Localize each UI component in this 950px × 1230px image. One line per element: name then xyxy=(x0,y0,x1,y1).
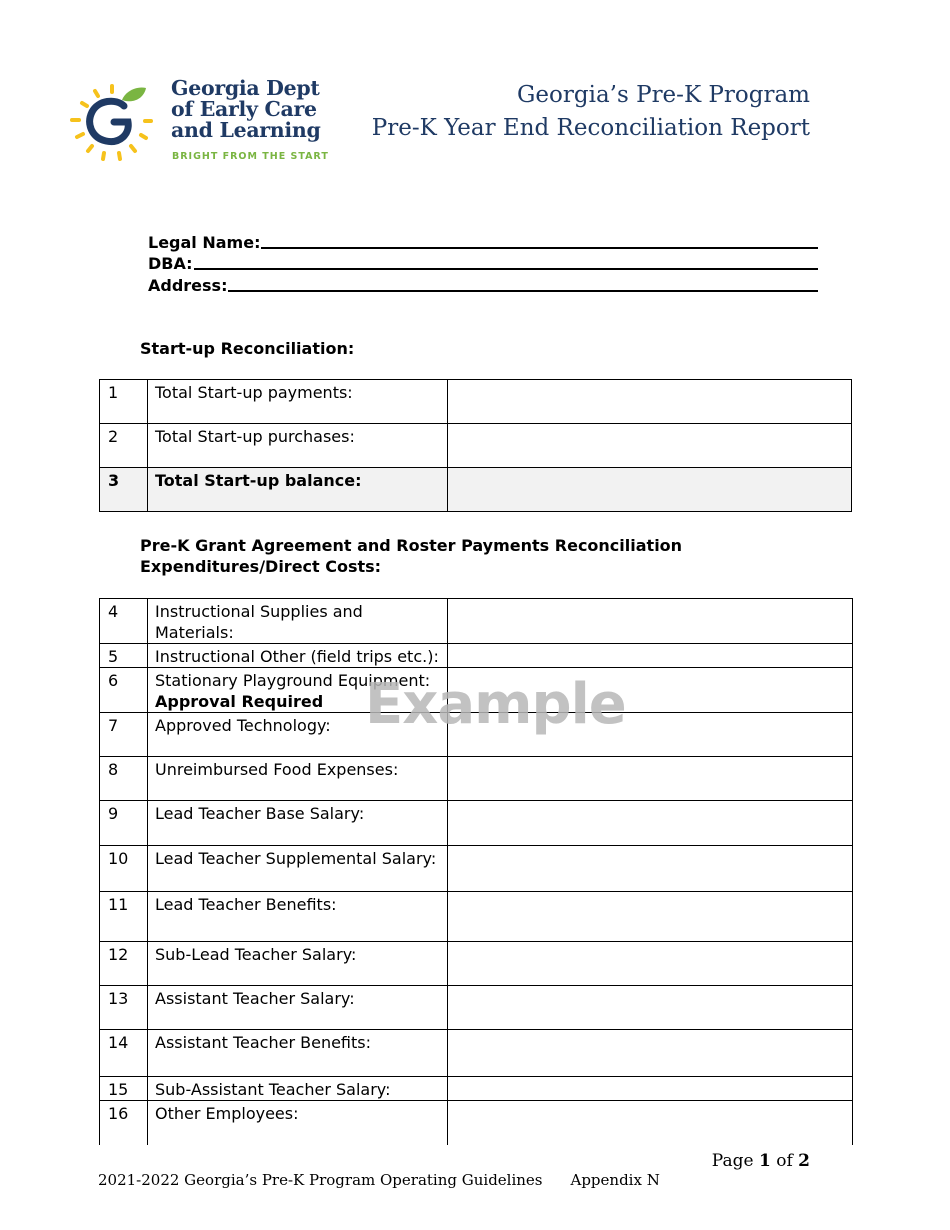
row-value-cell[interactable] xyxy=(448,1077,853,1101)
footer-guidelines: 2021-2022 Georgia’s Pre-K Program Operating Guidelines xyxy=(98,1171,543,1189)
row-number: 9 xyxy=(100,801,148,846)
row-label: Assistant Teacher Salary: xyxy=(148,986,448,1030)
row-label: Other Employees: xyxy=(148,1101,448,1145)
legal-name-label: Legal Name: xyxy=(148,232,261,252)
row-value-cell[interactable] xyxy=(448,644,853,668)
row-value-cell[interactable] xyxy=(448,380,852,424)
row-label: Instructional Supplies and Materials: xyxy=(148,599,448,644)
grant-heading-line-2: Expenditures/Direct Costs: xyxy=(140,557,382,576)
table-row xyxy=(100,1101,853,1145)
row-value-cell[interactable] xyxy=(448,892,853,942)
page-footer xyxy=(98,1171,660,1189)
legal-name-blank[interactable] xyxy=(261,247,818,249)
table-row xyxy=(100,801,853,846)
table-row xyxy=(100,1030,853,1077)
row-label: Lead Teacher Benefits: xyxy=(148,892,448,942)
row-number: 8 xyxy=(100,757,148,801)
gdecal-logo xyxy=(68,78,333,166)
row-label: Sub-Assistant Teacher Salary: xyxy=(148,1077,448,1101)
dba-label: DBA: xyxy=(148,254,193,273)
row-value-cell[interactable] xyxy=(448,986,853,1030)
entity-fields xyxy=(148,230,818,295)
table-row xyxy=(100,644,853,668)
row-number: 13 xyxy=(100,986,148,1030)
row-label: Total Start-up payments: xyxy=(148,380,448,424)
page-number xyxy=(712,1151,810,1171)
row-number: 10 xyxy=(100,846,148,892)
row-label: Instructional Other (field trips etc.): xyxy=(148,644,448,668)
table-row xyxy=(100,846,853,892)
program-title: Georgia’s Pre-K Program xyxy=(517,82,810,108)
row-value-cell[interactable] xyxy=(448,599,853,644)
report-title: Pre-K Year End Reconciliation Report xyxy=(371,115,810,141)
page-of: of xyxy=(776,1151,793,1171)
table-row-total xyxy=(100,468,852,512)
table-row xyxy=(100,986,853,1030)
row-label: Total Start-up purchases: xyxy=(148,424,448,468)
example-watermark: Example xyxy=(365,672,626,737)
table-row xyxy=(100,599,853,644)
table-row xyxy=(100,380,852,424)
row-label: Lead Teacher Base Salary: xyxy=(148,801,448,846)
row-number: 5 xyxy=(100,644,148,668)
table-row xyxy=(100,942,853,986)
row-number: 16 xyxy=(100,1101,148,1145)
row-value-cell[interactable] xyxy=(448,942,853,986)
row-label: Assistant Teacher Benefits: xyxy=(148,1030,448,1077)
address-field[interactable] xyxy=(148,273,818,295)
page-total: 2 xyxy=(798,1151,810,1171)
row-value-cell[interactable] xyxy=(448,468,852,512)
row-label: Lead Teacher Supplemental Salary: xyxy=(148,846,448,892)
row-value-cell[interactable] xyxy=(448,1030,853,1077)
page-prefix: Page xyxy=(711,1151,754,1171)
logo-wordmark xyxy=(171,78,321,141)
row-value-cell[interactable] xyxy=(448,424,852,468)
grant-heading xyxy=(140,535,682,577)
row-value-cell[interactable] xyxy=(448,1101,853,1145)
sun-g-icon xyxy=(68,78,158,166)
row-value-cell[interactable] xyxy=(448,846,853,892)
logo-tagline: BRIGHT FROM THE START xyxy=(172,151,329,162)
row-number: 3 xyxy=(100,468,148,512)
address-blank[interactable] xyxy=(228,290,818,292)
row-number: 4 xyxy=(100,599,148,644)
row-number: 1 xyxy=(100,380,148,424)
row-value-cell[interactable] xyxy=(448,801,853,846)
row-label: Sub-Lead Teacher Salary: xyxy=(148,942,448,986)
startup-table xyxy=(99,379,852,512)
row-number: 2 xyxy=(100,424,148,468)
row-value-cell[interactable] xyxy=(448,757,853,801)
legal-name-field[interactable] xyxy=(148,230,818,252)
dba-blank[interactable] xyxy=(194,268,818,270)
row-number: 15 xyxy=(100,1077,148,1101)
logo-line-2: of Early Care xyxy=(171,97,317,121)
row-number: 14 xyxy=(100,1030,148,1077)
footer-appendix: Appendix N xyxy=(570,1171,660,1189)
logo-line-3: and Learning xyxy=(171,118,321,142)
row-number: 12 xyxy=(100,942,148,986)
row-number: 11 xyxy=(100,892,148,942)
row-label: Total Start-up balance: xyxy=(148,468,448,512)
grant-heading-line-1: Pre-K Grant Agreement and Roster Payments Reconciliation xyxy=(140,536,683,555)
row-number: 6 xyxy=(100,668,148,713)
document-title xyxy=(372,79,810,145)
table-row xyxy=(100,757,853,801)
table-row xyxy=(100,892,853,942)
address-label: Address: xyxy=(148,275,228,295)
approval-required-note: Approval Required xyxy=(155,692,324,711)
row-label: Stationary Playground Equipment: xyxy=(155,671,431,690)
row-label: Unreimbursed Food Expenses: xyxy=(148,757,448,801)
row-number: 7 xyxy=(100,713,148,757)
dba-field[interactable] xyxy=(148,252,818,274)
row-label: Approved Technology: xyxy=(148,713,448,757)
logo-line-1: Georgia Dept xyxy=(171,76,320,100)
table-row xyxy=(100,1077,853,1101)
page-current: 1 xyxy=(758,1151,771,1171)
startup-heading: Start-up Reconciliation: xyxy=(140,339,355,358)
table-row xyxy=(100,424,852,468)
